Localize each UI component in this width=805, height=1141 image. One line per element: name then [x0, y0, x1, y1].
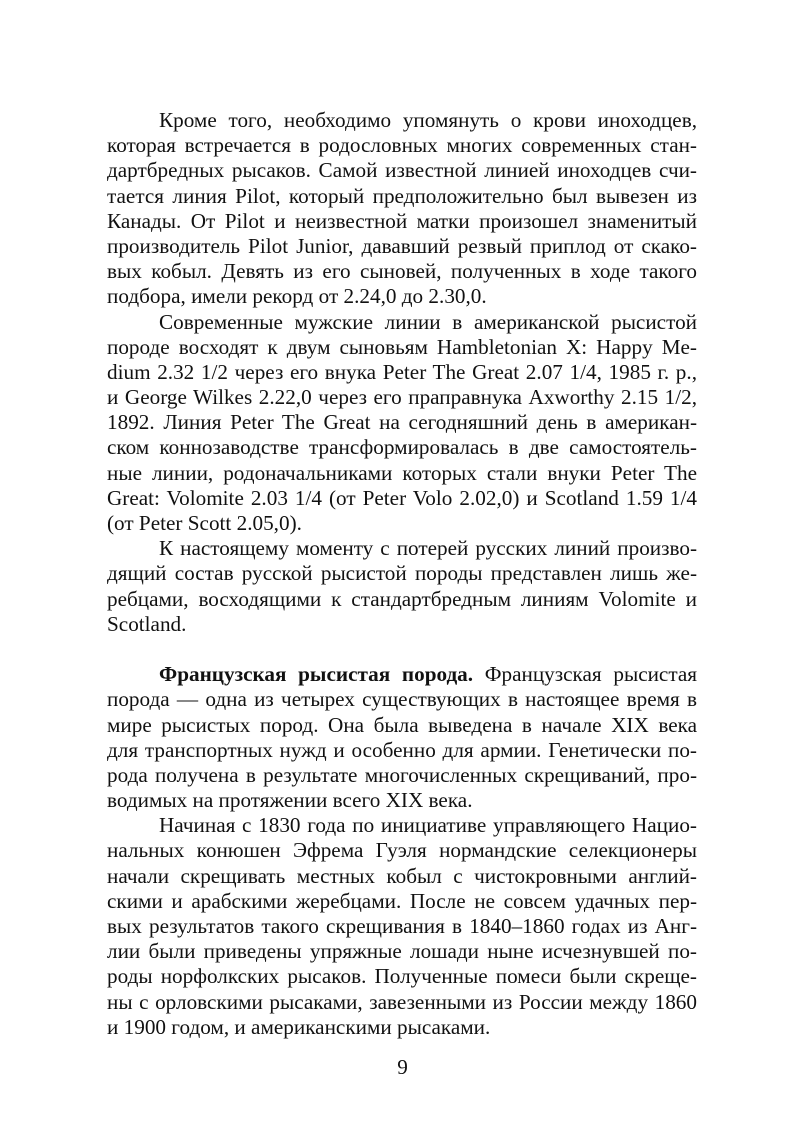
heading-line-rest: Французская рысистая	[473, 662, 698, 687]
text-line: Начиная с 1830 года по инициативе управляющего Нацио-	[159, 813, 697, 838]
text-line: нальных конюшен Эфрема Гуэля нормандские селекционеры	[107, 838, 697, 863]
section-gap	[107, 637, 697, 662]
text-line: и George Wilkes 2.22,0 через его праправнука Axworthy 2.15 1/2,	[107, 385, 697, 410]
paragraph-russian-trotter	[107, 536, 697, 637]
text-line: дартбредных рысаков. Самой известной линией иноходцев счи-	[107, 158, 697, 183]
document-body	[107, 108, 697, 1040]
text-line: ны с орловскими рысаками, завезенными из России между 1860	[107, 989, 697, 1014]
text-line: и 1900 годом, и американскими рысаками.	[107, 1014, 491, 1039]
text-line: роды норфолкских рысаков. Полученные помеси были скреще-	[107, 964, 697, 989]
text-line: породе восходят к двум сыновьям Hambletonian X: Happy Me-	[107, 334, 697, 359]
text-line: порода — одна из четырех существующих в настоящее время в	[107, 687, 697, 712]
paragraph-pacers	[107, 108, 697, 310]
paragraph-breeding-history	[107, 813, 697, 1040]
text-line: 1892. Линия Peter The Great на сегодняшний день в американ-	[107, 410, 697, 435]
text-line: ные линии, родоначальниками которых стали внуки Peter The	[107, 460, 697, 485]
text-line: ском коннозаводстве трансформировалась в две самостоятель-	[107, 435, 697, 460]
text-line: К настоящему моменту с потерей русских линий произво-	[159, 536, 697, 561]
text-line: лии были приведены упряжные лошади ныне исчезнувшей по-	[107, 939, 697, 964]
text-line: Great: Volomite 2.03 1/4 (от Peter Volo 2.02,0) и Scotland 1.59 1/4	[107, 485, 697, 510]
paragraph-male-lines	[107, 310, 697, 537]
text-line: скими и арабскими жеребцами. После не совсем удачных пер-	[107, 888, 697, 913]
text-line: Канады. От Pilot и неизвестной матки произошел знаменитый	[107, 208, 697, 233]
text-line: водимых на протяжении всего XIX века.	[107, 788, 473, 813]
section-heading: Французская рысистая порода.	[159, 662, 474, 687]
text-line	[107, 662, 697, 687]
text-line: дящий состав русской рысистой породы представлен лишь же-	[107, 561, 697, 586]
text-line: вых кобыл. Девять из его сыновей, полученных в ходе такого	[107, 259, 697, 284]
text-line: Современные мужские линии в американской рысистой	[159, 309, 697, 334]
text-line: тается линия Pilot, который предположительно был вывезен из	[107, 183, 697, 208]
text-line: dium 2.32 1/2 через его внука Peter The Great 2.07 1/4, 1985 г. р.,	[107, 359, 697, 384]
page-number: 9	[397, 1055, 408, 1079]
text-line: для транспортных нужд и особенно для армии. Генетически по-	[107, 737, 697, 762]
text-line: рода получена в результате многочисленных скрещиваний, про-	[107, 762, 697, 787]
text-line: которая встречается в родословных многих современных стан-	[107, 133, 697, 158]
text-line: мире рысистых пород. Она была выведена в начале XIX века	[107, 712, 697, 737]
paragraph-french-trotter	[107, 662, 697, 813]
text-line: Scotland.	[107, 611, 187, 636]
text-line: подбора, имели рекорд от 2.24,0 до 2.30,0.	[107, 284, 487, 309]
text-line: производитель Pilot Junior, дававший резвый приплод от скако-	[107, 233, 697, 258]
text-line: (от Peter Scott 2.05,0).	[107, 511, 302, 535]
text-line: начали скрещивать местных кобыл с чистокровными англий-	[107, 863, 697, 888]
text-line: вых результатов такого скрещивания в 1840–1860 годах из Анг-	[107, 914, 697, 938]
text-line: ребцами, восходящими к стандартбредным линиям Volomite и	[107, 586, 697, 611]
text-line: Кроме того, необходимо упомянуть о крови иноходцев,	[159, 108, 697, 132]
